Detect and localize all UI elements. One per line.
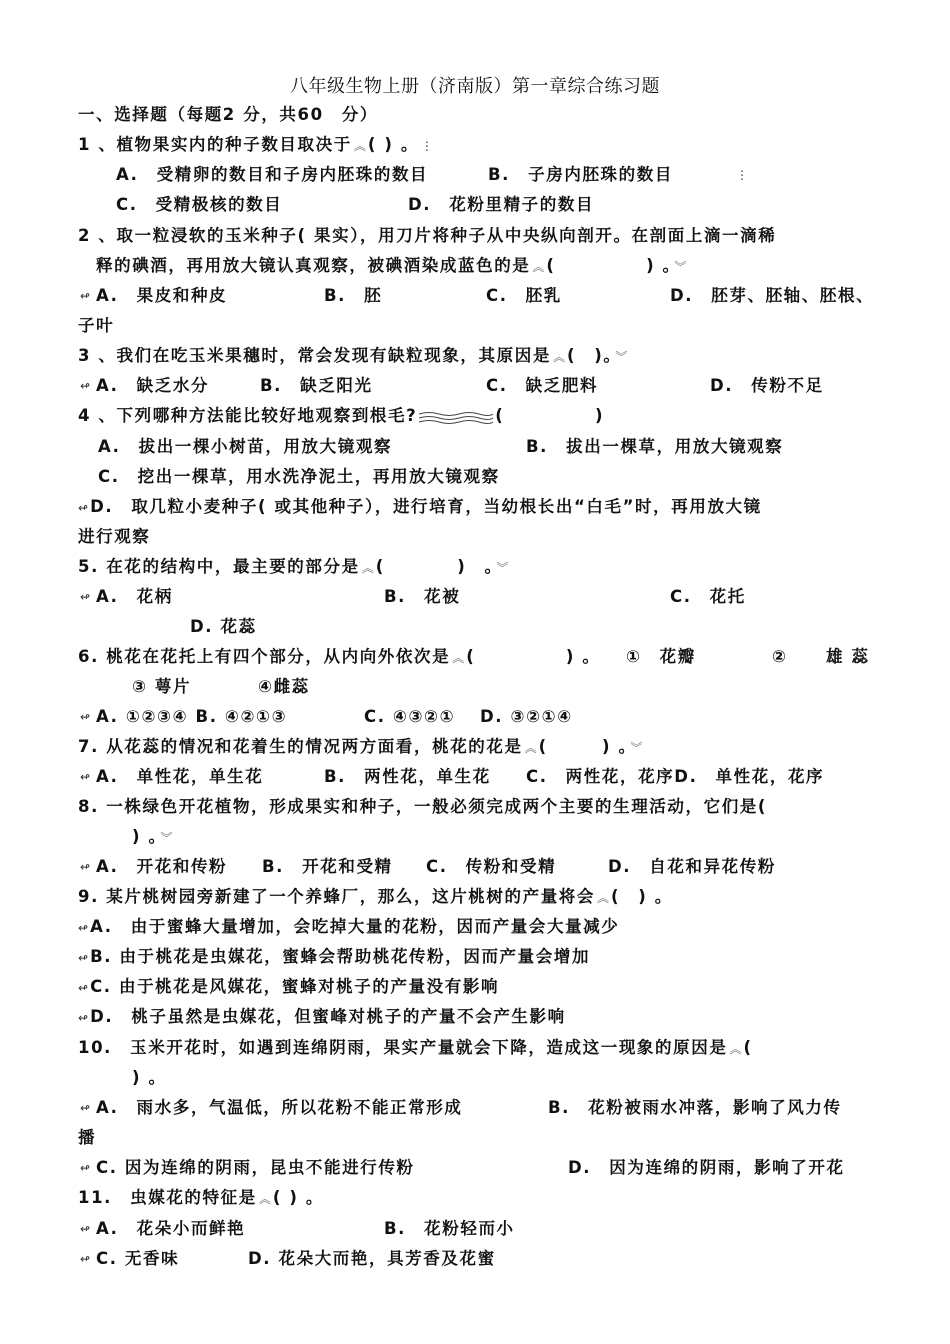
question-11: 11. 虫媒花的特征是 ︽ ( ) 。	[78, 1188, 324, 1207]
question-9: 9. 某片桃树园旁新建了一个养蜂厂，那么，这片桃树的产量将会 ︽ ( ) 。	[78, 887, 673, 906]
q5-option-c: C. 花托	[670, 587, 746, 606]
q6-item-4: ④雌蕊	[258, 677, 310, 696]
q9-option-b-line	[78, 946, 590, 969]
snail-mark-icon: ↫	[78, 951, 89, 965]
question-2: 2 、取一粒浸软的玉米种子( 果实），用刀片将种子从中央纵向剖开。在剖面上滴一滴稀	[78, 226, 777, 245]
q2-option-a: A. 果皮和种皮	[96, 286, 228, 305]
up-mark-icon: ︽	[361, 561, 374, 575]
snail-mark-icon: ↫	[80, 710, 91, 724]
q1-option-b: B. 子房内胚珠的数目	[488, 165, 673, 184]
q8-option-a: A. 开花和传粉	[96, 857, 228, 876]
q6-option-c: C. ④③②①	[364, 707, 456, 726]
q6-option-d: D. ③②①④	[480, 707, 573, 726]
snail-mark-icon: ↫	[78, 981, 89, 995]
q6-item-3: ③ 萼片	[132, 677, 192, 696]
snail-mark-icon: ↫	[80, 590, 91, 604]
q4-option-d-cont: 进行观察	[78, 527, 151, 546]
snail-mark-icon: ↫	[80, 379, 91, 393]
worksheet-page: 八年级生物上册（济南版）第一章综合练习题 一、选择题（每题2 分，共60 分） 1 、植物果实内的种子数目取决于 ︽ ( ) 。 ⋮ A. 受精卵的数目和子房内胚珠的数目 B. 子房内胚珠的数目 ⋮ C. 受精极核的数目 D. 花粉里精子的数目 2 、取一粒浸软的玉米种子( 果实），用刀片将种子从中央纵向剖开。在剖面上滴一滴稀 释的碘酒，再用放大镜认真观察，被碘酒染成蓝色的是 ︽ ( ) 。 ︾ ↫ A. 果皮和种皮 B. 胚 C. 胚乳 D. 胚芽、胚轴、胚根、 子叶 3 、我们在吃玉米果穗时，常会发现有缺粒现象，其原因是 ︽ ( )。 ︾ ↫ A. 缺乏水分 B. 缺乏阳光 C. 缺乏肥料 D. 传粉不足 4 、下列哪种方法能比较好地观察到根毛? ( ) A. 拔出一棵小树苗，用放大镜观察 B. 拔出一棵草，用放大镜观察 C. 挖出一棵草，用水洗净泥土，再用放大镜观察 ↫ D. 取几粒小麦种子( 或其他种子），进行培育，当幼根长出“白毛”时，再用放大镜 进行观察 5. 在花的结构中，最主要的部分是 ︽ ( ) 。 ︾ ↫ A. 花柄 B. 花被 C. 花托 D. 花蕊 6. 桃花在花托上有四个部分，从内向外依次是 ︽ ( ) 。 ① 花瓣 ② 雄 蕊 ③ 萼片 ④雌蕊 ↫ A. ①②③④ B. ④②①③ C. ④③②① D. ③②①④ 7. 从花蕊的情况和花着生的情况两方面看，桃花的花是 ︽ ( ) 。 ︾ ↫ A. 单性花，单生花 B. 两性花，单生花 C. 两性花，花序D. 单性花，花序 8. 一株绿色开花植物，形成果实和种子，一般必须完成两个主要的生理活动，它们是( ) 。 ︾ ↫ A. 开花和传粉 B. 开花和受精 C. 传粉和受精 D. 自花和异花传粉 9. 某片桃树园旁新建了一个养蜂厂，那么，这片桃树的产量将会 ︽ ( ) 。 ↫ A. 由于蜜蜂大量增加，会吃掉大量的花粉，因而产量会大量减少 ↫ B. 由于桃花是虫媒花，蜜蜂会帮助桃花传粉，因而产量会增加 ↫ C. 由于桃花是风媒花，蜜蜂对桃子的产量没有影响 ↫ D. 桃子虽然是虫媒花，但蜜峰对桃子的产量不会产生影响 10. 玉米开花时，如遇到连绵阴雨，果实产量就会下降，造成这一现象的原因是 ︽ ( ) 。 ↫ A. 雨水多，气温低，所以花粉不能正常形成 B. 花粉被雨水冲落，影响了风力传 播 ↫ C. 因为连绵的阴雨，昆虫不能进行传粉 D. 因为连绵的阴雨，影响了开花 11. 虫媒花的特征是 ︽ ( ) 。 ↫ A. 花朵小而鲜艳 B. 花粉轻而小 ↫ C. 无香味 D. 花朵大而艳，具芳香及花蜜	[0, 0, 950, 1344]
up-mark-icon: ︽	[258, 1192, 271, 1206]
q9-option-d: D. 桃子虽然是虫媒花，但蜜峰对桃子的产量不会产生影响	[90, 1007, 566, 1026]
q7-option-b: B. 两性花，单生花	[324, 767, 491, 786]
q10-option-c: C. 因为连绵的阴雨，昆虫不能进行传粉	[96, 1158, 415, 1177]
question-2-line2: 释的碘酒，再用放大镜认真观察，被碘酒染成蓝色的是 ︽ ( ) 。 ︾	[96, 256, 687, 275]
q1-option-d: D. 花粉里精子的数目	[408, 195, 595, 214]
q1-option-c: C. 受精极核的数目	[116, 195, 283, 214]
snail-mark-icon: ↫	[80, 770, 91, 784]
question-10-line2: ) 。	[132, 1068, 167, 1087]
q6-item-2-label: 雄 蕊	[826, 647, 870, 666]
snail-mark-icon: ↫	[80, 860, 91, 874]
snail-mark-icon: ↫	[78, 1011, 89, 1025]
q11-option-b: B. 花粉轻而小	[384, 1219, 515, 1238]
q10-option-b-cont: 播	[78, 1128, 97, 1147]
up-mark-icon: ︽	[452, 651, 465, 665]
question-8: 8. 一株绿色开花植物，形成果实和种子，一般必须完成两个主要的生理活动，它们是(	[78, 797, 768, 816]
down-mark-icon: ︾	[674, 260, 687, 274]
up-mark-icon: ︽	[597, 891, 610, 905]
q10-option-a: A. 雨水多，气温低，所以花粉不能正常形成	[96, 1098, 463, 1117]
q5-option-b: B. 花被	[384, 587, 461, 606]
q4-option-c: C. 挖出一棵草，用水洗净泥土，再用放大镜观察	[98, 467, 500, 486]
q9-option-a: A. 由于蜜蜂大量增加，会吃掉大量的花粉，因而产量会大量减少	[90, 917, 620, 936]
q11-option-d: D. 花朵大而艳，具芳香及花蜜	[248, 1249, 496, 1268]
q6-option-ab: A. ①②③④ B. ④②①③	[96, 707, 288, 726]
wave-mark-icon	[417, 410, 495, 424]
q2-option-b: B. 胚	[324, 286, 383, 305]
down-mark-icon: ︾	[160, 831, 173, 845]
q5-option-d: D. 花蕊	[190, 617, 257, 636]
snail-mark-icon: ↫	[80, 1252, 91, 1266]
q6-item-1: ① 花瓣	[626, 647, 696, 666]
page-title: 八年级生物上册（济南版）第一章综合练习题	[290, 76, 660, 97]
question-10: 10. 玉米开花时，如遇到连绵阴雨，果实产量就会下降，造成这一现象的原因是 ︽ (	[78, 1038, 753, 1057]
q10-option-d: D. 因为连绵的阴雨，影响了开花	[568, 1158, 845, 1177]
question-5: 5. 在花的结构中，最主要的部分是 ︽ ( ) 。 ︾	[78, 557, 509, 576]
q4-option-d-line	[78, 496, 762, 519]
q9-option-b: B. 由于桃花是虫媒花，蜜蜂会帮助桃花传粉，因而产量会增加	[90, 947, 591, 966]
q1-option-a: A. 受精卵的数目和子房内胚珠的数目	[116, 165, 429, 184]
snail-mark-icon: ↫	[78, 921, 89, 935]
q9-option-a-line	[78, 916, 619, 939]
down-mark-icon: ︾	[630, 741, 643, 755]
q4-option-a: A. 拔出一棵小树苗，用放大镜观察	[98, 437, 393, 456]
dots-mark-icon: ⋮	[420, 139, 433, 153]
q3-option-a: A. 缺乏水分	[96, 376, 210, 395]
up-mark-icon: ︽	[552, 350, 565, 364]
q11-option-a: A. 花朵小而鲜艳	[96, 1219, 246, 1238]
down-mark-icon: ︾	[496, 561, 509, 575]
q7-option-a: A. 单性花，单生花	[96, 767, 264, 786]
q3-option-d: D. 传粉不足	[710, 376, 824, 395]
q10-option-b: B. 花粉被雨水冲落，影响了风力传	[548, 1098, 842, 1117]
q6-item-2: ②	[772, 647, 788, 666]
q9-option-c-line	[78, 976, 499, 999]
question-8-line2: ) 。 ︾	[132, 827, 173, 846]
snail-mark-icon: ↫	[80, 1161, 91, 1175]
dots-mark-icon: ⋮	[736, 168, 748, 182]
snail-mark-icon: ↫	[80, 289, 91, 303]
up-mark-icon: ︽	[532, 260, 545, 274]
question-1: 1 、植物果实内的种子数目取决于 ︽ ( ) 。 ⋮	[78, 135, 433, 154]
q4-option-b: B. 拔出一棵草，用放大镜观察	[526, 437, 784, 456]
question-4: 4 、下列哪种方法能比较好地观察到根毛? ( )	[78, 406, 605, 425]
q9-option-d-line	[78, 1006, 566, 1029]
section-heading: 一、选择题（每题2 分，共60 分）	[78, 105, 378, 124]
up-mark-icon: ︽	[524, 741, 537, 755]
snail-mark-icon: ↫	[78, 501, 89, 515]
up-mark-icon: ︽	[729, 1042, 742, 1056]
snail-mark-icon: ↫	[80, 1101, 91, 1115]
q4-option-d: D. 取几粒小麦种子( 或其他种子），进行培育，当幼根长出“白毛”时，再用放大镜	[90, 497, 762, 516]
q8-option-b: B. 开花和受精	[262, 857, 393, 876]
q2-option-d: D. 胚芽、胚轴、胚根、	[670, 286, 875, 305]
q11-option-c: C. 无香味	[96, 1249, 180, 1268]
q2-option-c: C. 胚乳	[486, 286, 562, 305]
q3-option-b: B. 缺乏阳光	[260, 376, 373, 395]
q7-option-cd: C. 两性花，花序D. 单性花，花序	[526, 767, 825, 786]
down-mark-icon: ︾	[615, 350, 628, 364]
q8-option-c: C. 传粉和受精	[426, 857, 557, 876]
question-3: 3 、我们在吃玉米果穗时，常会发现有缺粒现象，其原因是 ︽ ( )。 ︾	[78, 346, 628, 365]
snail-mark-icon: ↫	[80, 1222, 91, 1236]
q8-option-d: D. 自花和异花传粉	[608, 857, 776, 876]
q3-option-c: C. 缺乏肥料	[486, 376, 599, 395]
q9-option-c: C. 由于桃花是风媒花，蜜蜂对桃子的产量没有影响	[90, 977, 500, 996]
q5-option-a: A. 花柄	[96, 587, 173, 606]
up-mark-icon: ︽	[353, 139, 366, 153]
q2-option-d-cont: 子叶	[78, 316, 115, 335]
question-7: 7. 从花蕊的情况和花着生的情况两方面看，桃花的花是 ︽ ( ) 。 ︾	[78, 737, 643, 756]
